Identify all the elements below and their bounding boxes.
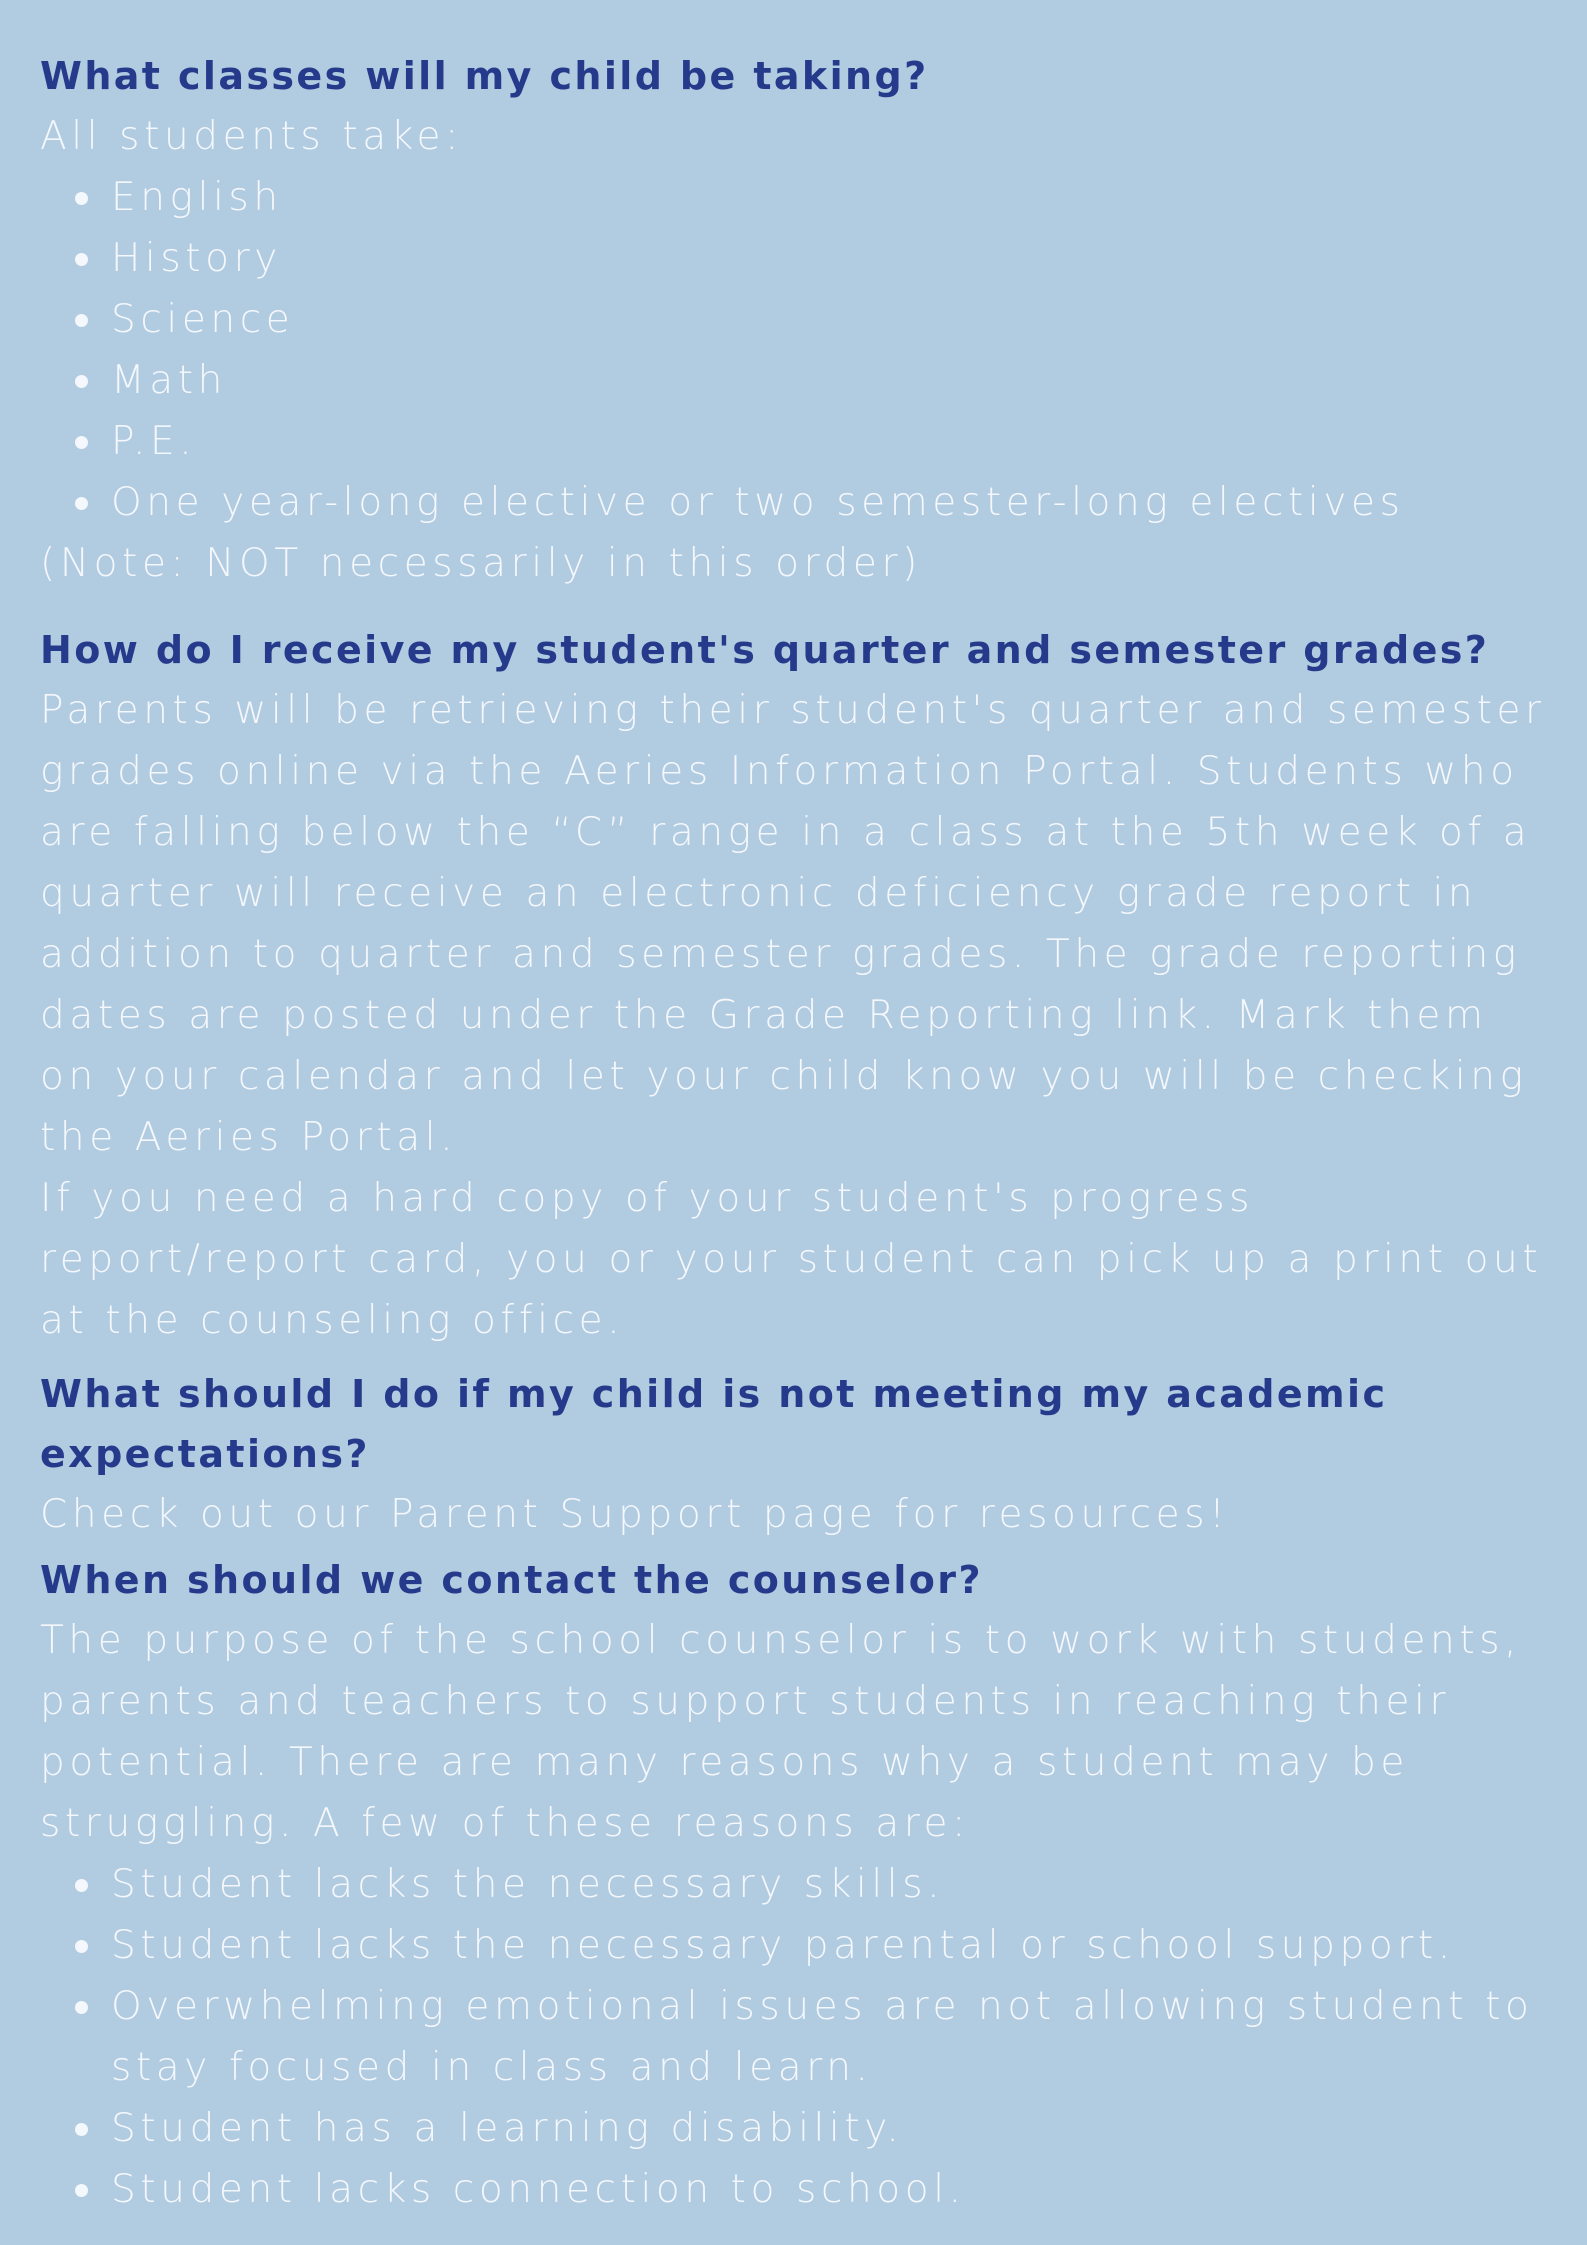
section-heading: What should I do if my child is not meeting my academic expectations? — [40, 1372, 1388, 1476]
section-heading: How do I receive my student's quarter and semester grades? — [40, 628, 1490, 672]
section-heading: What classes will my child be taking? — [40, 54, 929, 98]
section-heading: When should we contact the counselor? — [40, 1558, 983, 1602]
section-body — [40, 106, 1557, 594]
reasons-list — [40, 1854, 1557, 2220]
list-item: P.E. — [70, 411, 1557, 472]
list-item: Student lacks connection to school. — [70, 2159, 1557, 2220]
intro-text: The purpose of the school counselor is to work with students, parents and teachers to support students in reaching their potential. There are many reasons why a student may be struggling. A few of these reasons are: — [40, 1618, 1522, 1846]
list-item: Science — [70, 289, 1557, 350]
list-item: Student has a learning disability. — [70, 2098, 1557, 2159]
section-body — [40, 1484, 1557, 1545]
class-list — [40, 167, 1557, 533]
intro-text: All students take: — [40, 114, 463, 159]
list-item: History — [70, 228, 1557, 289]
faq-section-classes — [40, 46, 1557, 594]
list-item: English — [70, 167, 1557, 228]
list-item: Student lacks the necessary skills. — [70, 1854, 1557, 1915]
paragraph: Parents will be retrieving their student's quarter and semester grades online via the Aeries Information Portal. Students who are falling below the “C” range in a class at the 5th week of a quarter will receive an electronic deficiency grade report in addition to quarter and semester grades. The grade reporting dates are posted under the Grade Reporting link. Mark them on your calendar and let your child know you will be checking the Aeries Portal. — [40, 688, 1546, 1160]
paragraph: If you need a hard copy of your student's progress report/report card, you or your student can pick up a print out at the counseling office. — [40, 1176, 1543, 1343]
note-text: (Note: NOT necessarily in this order) — [40, 541, 922, 586]
list-item: Math — [70, 350, 1557, 411]
faq-section-grades — [40, 620, 1557, 1351]
section-body — [40, 680, 1557, 1351]
section-body — [40, 1610, 1557, 2220]
list-item: Overwhelming emotional issues are not allowing student to stay focused in class and learn. — [70, 1976, 1557, 2098]
list-item: Student lacks the necessary parental or school support. — [70, 1915, 1557, 1976]
faq-section-expectations — [40, 1364, 1557, 1545]
paragraph: Check out our Parent Support page for resources! — [40, 1492, 1230, 1537]
faq-section-counselor — [40, 1550, 1557, 2220]
list-item: One year-long elective or two semester-long electives — [70, 472, 1557, 533]
